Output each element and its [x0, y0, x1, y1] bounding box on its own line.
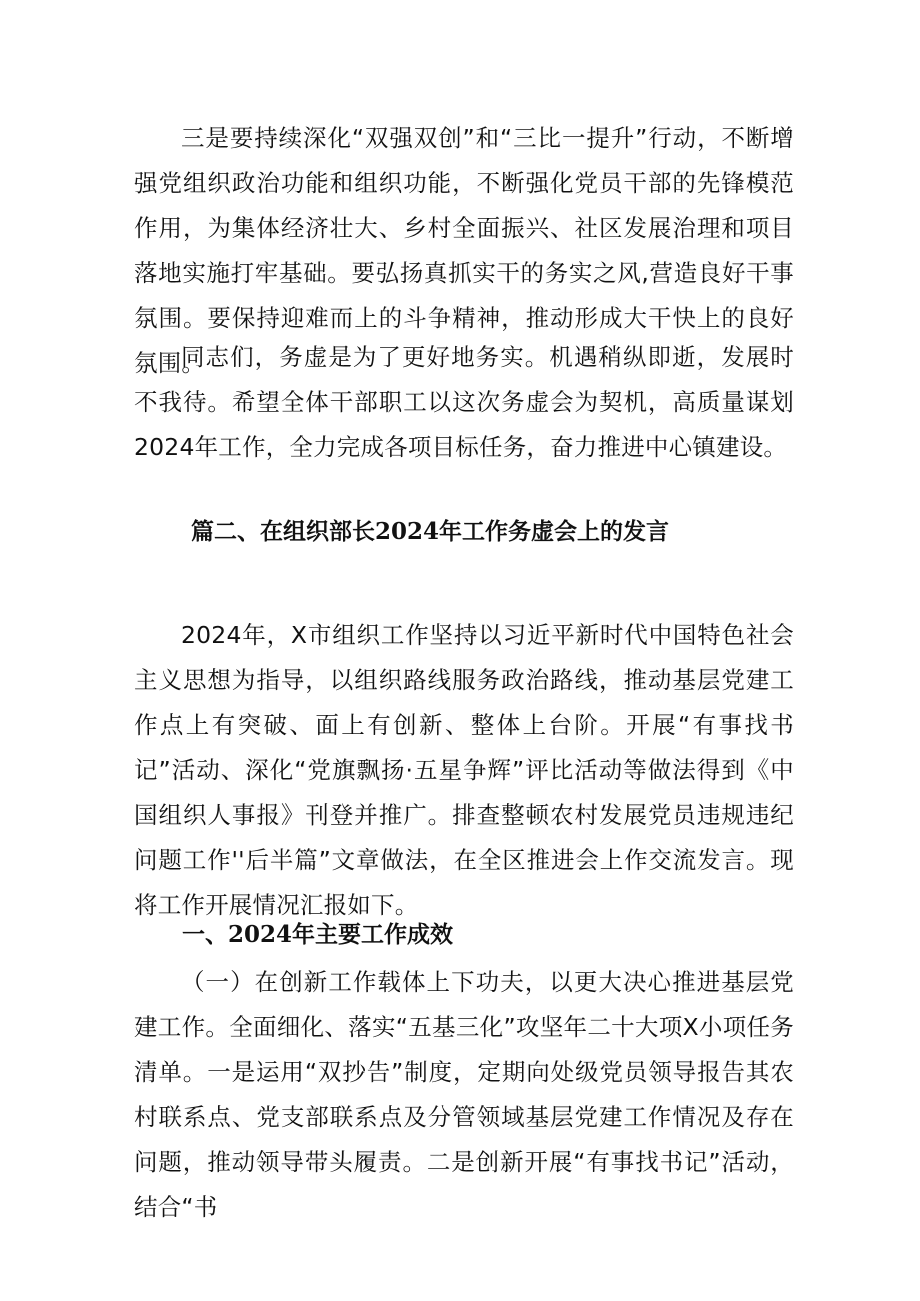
body-paragraph: 2024年，X市组织工作坚持以习近平新时代中国特色社会主义思想为指导，以组织路线服务政治路线，推动基层党建工作点上有突破、面上有创新、整体上台阶。开展“有事找书记”活动、深化“党旗飘扬·五星争辉”评比活动等做法得到《中国组织人事报》刊登并推广。排查整顿农村发展党员违规违纪问题工作''后半篇”文章做法，在全区推进会上作交流发言。现将工作开展情况汇报如下。	[134, 621, 794, 919]
subheading: 一、2024年主要工作成效	[182, 921, 454, 948]
body-paragraph: 同志们，务虚是为了更好地务实。机遇稍纵即逝，发展时不我待。希望全体干部职工以这次务虚会为契机，高质量谋划2024年工作，全力完成各项目标任务，奋力推进中心镇建设。	[134, 343, 794, 461]
body-paragraph: 三是要持续深化“双强双创”和“三比一提升”行动，不断增强党组织政治功能和组织功能，不断强化党员干部的先锋模范作用，为集体经济壮大、乡村全面振兴、社区发展治理和项目落地实施打牢基础。要弘扬真抓实干的务实之风,营造良好干事氛围。要保持迎难而上的斗争精神，推动形成大干快上的良好氛围。	[134, 124, 794, 377]
body-paragraph: （一）在创新工作载体上下功夫，以更大决心推进基层党建工作。全面细化、落实“五基三化”攻坚年二十大项X小项任务清单。一是运用“双抄告”制度，定期向处级党员领导报告其农村联系点、党支部联系点及分管领域基层党建工作情况及存在问题，推动领导带头履责。二是创新开展“有事找书记”活动，结合“书	[134, 968, 794, 1221]
section-title: 篇二、在组织部长2024年工作务虚会上的发言	[191, 518, 670, 545]
